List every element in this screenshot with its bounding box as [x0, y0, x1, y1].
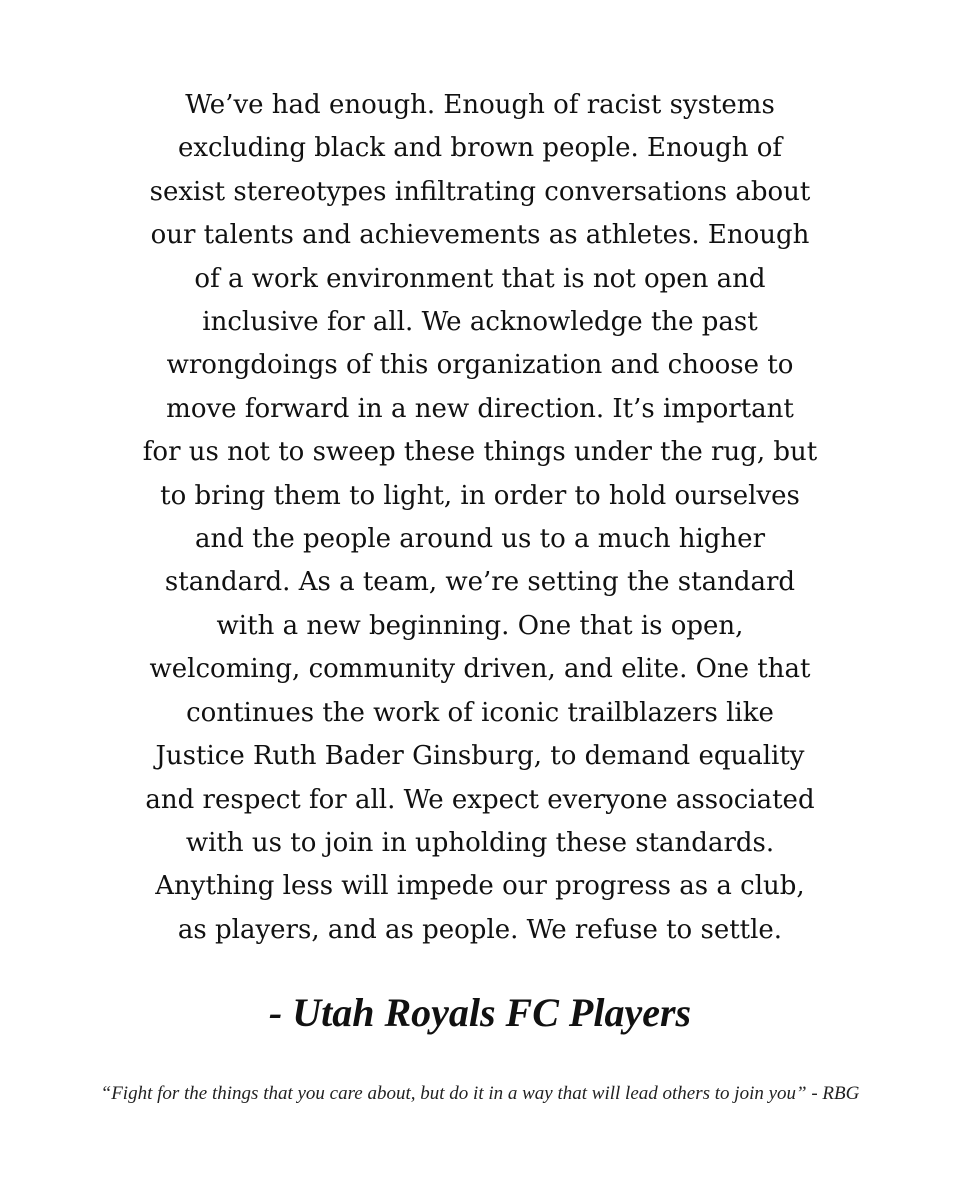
- statement-line: and respect for all. We expect everyone associated: [145, 784, 815, 815]
- statement-line: with a new beginning. One that is open,: [216, 610, 744, 641]
- statement-line: for us not to sweep these things under the rug, but: [142, 437, 818, 468]
- statement-line: as players, and as people. We refuse to settle.: [177, 914, 783, 945]
- statement-line: and the people around us to a much higher: [195, 524, 765, 555]
- statement-line: of a work environment that is not open and: [194, 263, 766, 294]
- signature: - Utah Royals FC Players: [268, 990, 692, 1035]
- rbg-quote: “Fight for the things that you care about, but do it in a way that will lead others to join you” - RBG: [100, 1083, 860, 1104]
- statement-line: continues the work of iconic trailblazers like: [186, 697, 774, 728]
- statement-line: to bring them to light, in order to hold ourselves: [160, 480, 800, 511]
- statement-line: inclusive for all. We acknowledge the past: [202, 307, 758, 338]
- statement-line: Justice Ruth Bader Ginsburg, to demand equality: [155, 741, 805, 772]
- statement-line: welcoming, community driven, and elite. One that: [149, 654, 811, 685]
- statement-line: wrongdoings of this organization and choose to: [166, 350, 794, 381]
- statement-line: We’ve had enough. Enough of racist systems: [185, 90, 775, 120]
- statement-body: [100, 84, 860, 952]
- statement-line: move forward in a new direction. It’s important: [166, 393, 794, 424]
- statement-line: with us to join in upholding these standards.: [185, 827, 775, 858]
- statement-line: our talents and achievements as athletes. Enough: [150, 220, 810, 251]
- statement-line: standard. As a team, we’re setting the standard: [164, 567, 796, 598]
- statement-line: Anything less will impede our progress as a club,: [155, 871, 805, 902]
- statement-line: excluding black and brown people. Enough of: [177, 133, 783, 164]
- statement-line: sexist stereotypes infiltrating conversations about: [149, 176, 811, 207]
